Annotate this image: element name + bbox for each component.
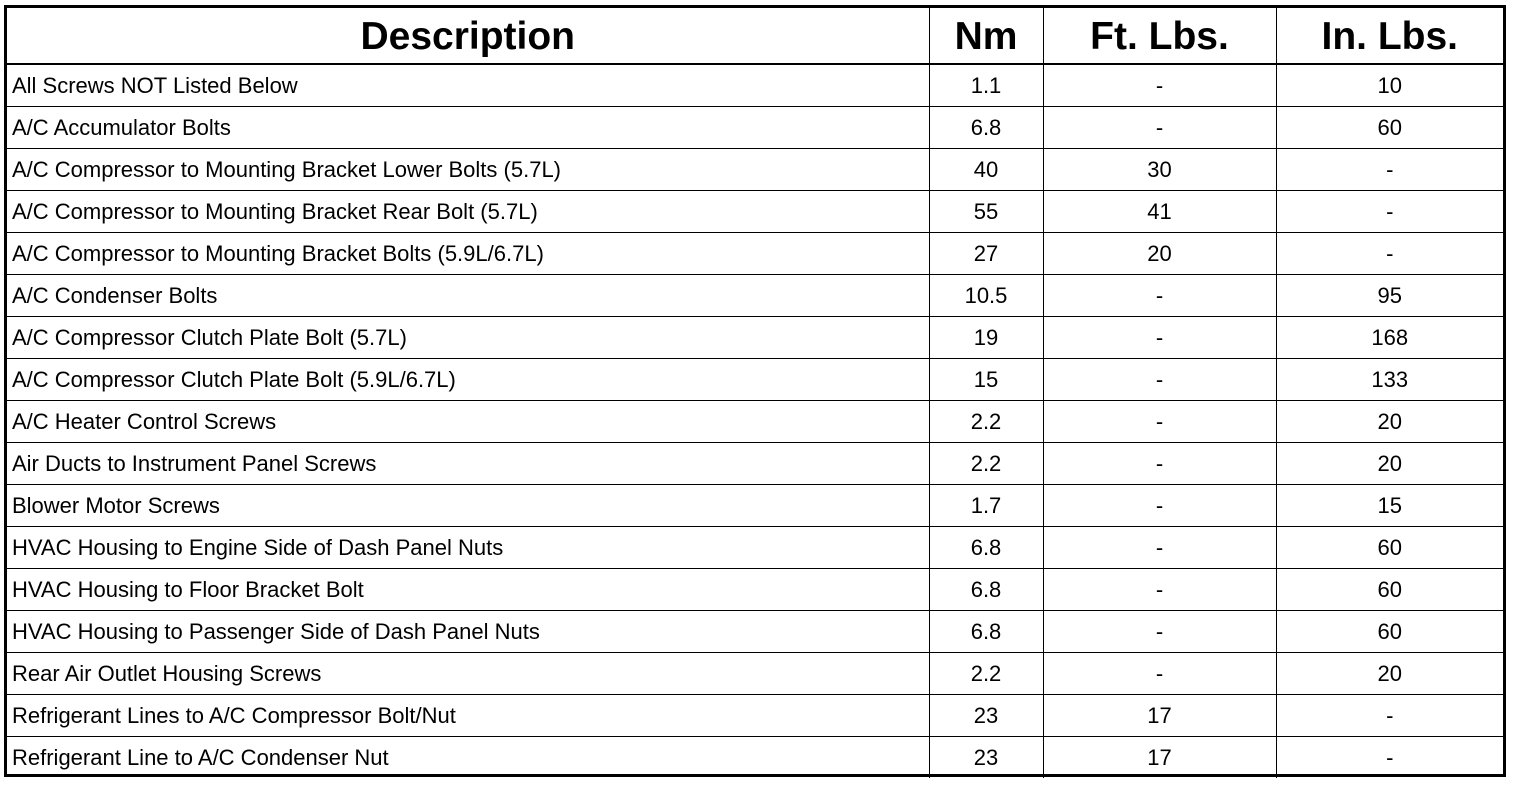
cell-in-lbs: - xyxy=(1276,695,1503,737)
cell-in-lbs: 168 xyxy=(1276,317,1503,359)
cell-nm: 2.2 xyxy=(929,653,1043,695)
torque-spec-table xyxy=(7,8,1503,778)
header-description: Description xyxy=(7,8,929,64)
table-row xyxy=(7,191,1503,233)
table-row xyxy=(7,275,1503,317)
cell-nm: 6.8 xyxy=(929,611,1043,653)
cell-ft-lbs: - xyxy=(1043,107,1276,149)
cell-nm: 15 xyxy=(929,359,1043,401)
cell-description: Air Ducts to Instrument Panel Screws xyxy=(7,443,929,485)
cell-in-lbs: 133 xyxy=(1276,359,1503,401)
cell-ft-lbs: 20 xyxy=(1043,233,1276,275)
cell-ft-lbs: - xyxy=(1043,611,1276,653)
cell-ft-lbs: - xyxy=(1043,401,1276,443)
header-nm: Nm xyxy=(929,8,1043,64)
cell-ft-lbs: 41 xyxy=(1043,191,1276,233)
cell-nm: 10.5 xyxy=(929,275,1043,317)
cell-description: Refrigerant Line to A/C Condenser Nut xyxy=(7,737,929,779)
cell-in-lbs: 20 xyxy=(1276,443,1503,485)
cell-description: A/C Accumulator Bolts xyxy=(7,107,929,149)
cell-ft-lbs: - xyxy=(1043,485,1276,527)
cell-ft-lbs: - xyxy=(1043,569,1276,611)
cell-ft-lbs: - xyxy=(1043,64,1276,107)
cell-nm: 1.7 xyxy=(929,485,1043,527)
cell-nm: 6.8 xyxy=(929,107,1043,149)
cell-ft-lbs: - xyxy=(1043,653,1276,695)
cell-description: Blower Motor Screws xyxy=(7,485,929,527)
table-row xyxy=(7,443,1503,485)
cell-in-lbs: 20 xyxy=(1276,401,1503,443)
cell-in-lbs: - xyxy=(1276,737,1503,779)
cell-nm: 23 xyxy=(929,695,1043,737)
cell-ft-lbs: - xyxy=(1043,317,1276,359)
table-row xyxy=(7,569,1503,611)
table-row xyxy=(7,695,1503,737)
cell-in-lbs: 10 xyxy=(1276,64,1503,107)
cell-description: A/C Compressor to Mounting Bracket Bolts (5.9L/6.7L) xyxy=(7,233,929,275)
cell-description: HVAC Housing to Floor Bracket Bolt xyxy=(7,569,929,611)
cell-description: A/C Condenser Bolts xyxy=(7,275,929,317)
cell-nm: 2.2 xyxy=(929,443,1043,485)
table-row xyxy=(7,527,1503,569)
cell-ft-lbs: 17 xyxy=(1043,737,1276,779)
cell-nm: 27 xyxy=(929,233,1043,275)
cell-ft-lbs: 17 xyxy=(1043,695,1276,737)
header-row xyxy=(7,8,1503,64)
cell-nm: 6.8 xyxy=(929,569,1043,611)
cell-nm: 23 xyxy=(929,737,1043,779)
table-row xyxy=(7,149,1503,191)
cell-in-lbs: 60 xyxy=(1276,611,1503,653)
cell-ft-lbs: - xyxy=(1043,275,1276,317)
cell-ft-lbs: 30 xyxy=(1043,149,1276,191)
cell-nm: 40 xyxy=(929,149,1043,191)
header-in-lbs: In. Lbs. xyxy=(1276,8,1503,64)
table-row xyxy=(7,401,1503,443)
table-body xyxy=(7,64,1503,778)
cell-in-lbs: - xyxy=(1276,191,1503,233)
cell-description: A/C Compressor Clutch Plate Bolt (5.9L/6.7L) xyxy=(7,359,929,401)
cell-description: A/C Compressor to Mounting Bracket Rear Bolt (5.7L) xyxy=(7,191,929,233)
table-row xyxy=(7,485,1503,527)
cell-description: A/C Compressor to Mounting Bracket Lower Bolts (5.7L) xyxy=(7,149,929,191)
table-row xyxy=(7,317,1503,359)
cell-in-lbs: 60 xyxy=(1276,527,1503,569)
table-row xyxy=(7,359,1503,401)
header-ft-lbs: Ft. Lbs. xyxy=(1043,8,1276,64)
cell-description: All Screws NOT Listed Below xyxy=(7,64,929,107)
cell-ft-lbs: - xyxy=(1043,443,1276,485)
table-row xyxy=(7,653,1503,695)
cell-nm: 6.8 xyxy=(929,527,1043,569)
cell-in-lbs: 60 xyxy=(1276,107,1503,149)
cell-description: A/C Heater Control Screws xyxy=(7,401,929,443)
cell-in-lbs: 20 xyxy=(1276,653,1503,695)
cell-description: A/C Compressor Clutch Plate Bolt (5.7L) xyxy=(7,317,929,359)
cell-nm: 2.2 xyxy=(929,401,1043,443)
table-row xyxy=(7,611,1503,653)
cell-in-lbs: 60 xyxy=(1276,569,1503,611)
cell-description: Refrigerant Lines to A/C Compressor Bolt/Nut xyxy=(7,695,929,737)
cell-ft-lbs: - xyxy=(1043,527,1276,569)
table-row xyxy=(7,233,1503,275)
cell-description: HVAC Housing to Engine Side of Dash Panel Nuts xyxy=(7,527,929,569)
torque-spec-table-frame xyxy=(4,5,1506,777)
cell-in-lbs: - xyxy=(1276,149,1503,191)
cell-ft-lbs: - xyxy=(1043,359,1276,401)
table-row xyxy=(7,107,1503,149)
cell-in-lbs: 15 xyxy=(1276,485,1503,527)
table-row xyxy=(7,64,1503,107)
cell-nm: 19 xyxy=(929,317,1043,359)
cell-description: Rear Air Outlet Housing Screws xyxy=(7,653,929,695)
cell-nm: 1.1 xyxy=(929,64,1043,107)
table-header xyxy=(7,8,1503,64)
cell-in-lbs: - xyxy=(1276,233,1503,275)
cell-nm: 55 xyxy=(929,191,1043,233)
table-row xyxy=(7,737,1503,779)
cell-in-lbs: 95 xyxy=(1276,275,1503,317)
cell-description: HVAC Housing to Passenger Side of Dash Panel Nuts xyxy=(7,611,929,653)
